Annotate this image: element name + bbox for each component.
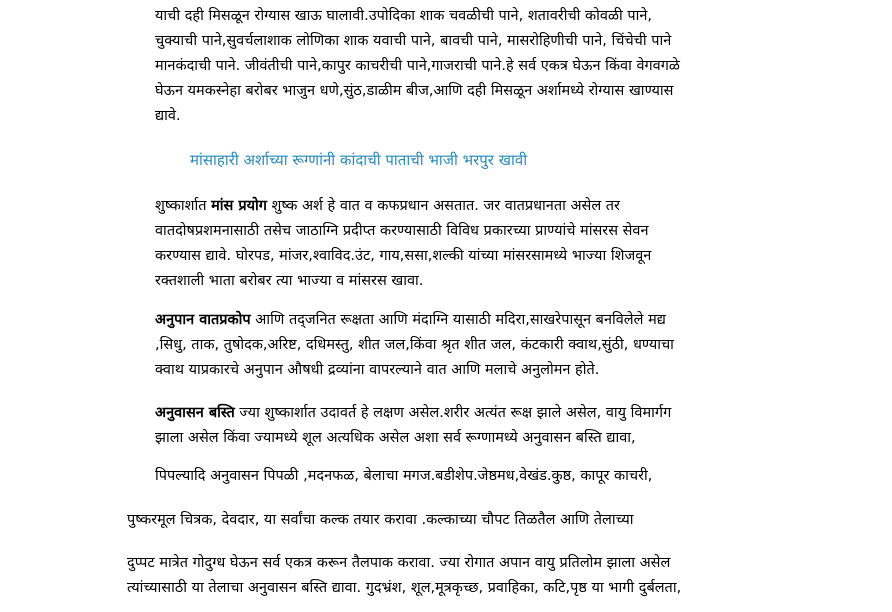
- paragraph-3-text: आणि तद्जनित रूक्षता आणि मंदाग्नि यासाठी मदिरा,साखरेपासून बनविलेले मद्य: [250, 312, 666, 328]
- paragraph-1-line-2: चुक्याची पाने,सुवर्चलाशाक लोणिका शाक यवाची पाने, बावची पाने, मासरोहिणीची पाने, चिंचेची पाने: [155, 33, 672, 49]
- paragraph-2-line-4: रक्तशाली भाता बरोबर त्या भाज्या व मांसरस खावा.: [155, 273, 424, 289]
- paragraph-4-line-2: झाला असेल किंवा ज्यामध्ये शूल अत्यधिक असेल अशा सर्व रूग्णामध्ये अनुवासन बस्ति द्यावा,: [155, 430, 636, 446]
- paragraph-7-line-1: दुप्पट मात्रेत गोदुग्ध घेऊन सर्व एकत्र करून तैलपाक करावा. ज्या रोगात अपान वायु प्रतिलोम झाला असेल: [127, 555, 671, 571]
- paragraph-2-line-1: [155, 196, 620, 216]
- paragraph-3-line-3: क्वाथ याप्रकारचे अनुपान औषधी द्रव्यांना वापरल्याने वात आणि मलाचे अनुलोमन होते.: [155, 362, 600, 378]
- paragraph-2-text: शुष्क अर्श हे वात व कफप्रधान असतात. जर वातप्रधानता असेल तर: [266, 198, 620, 214]
- paragraph-4-term: अनुवासन बस्ति: [155, 405, 235, 421]
- paragraph-3-line-1: [155, 310, 666, 330]
- paragraph-1-line-4: घेऊन यमकस्नेहा बरोबर भाजुन धणे,सुंठ,डाळीम बीज,आणि दही मिसळून अर्शामध्ये रोग्यास खाण्यास: [155, 83, 674, 99]
- paragraph-3-term: अनुपान वातप्रकोप: [155, 312, 251, 328]
- paragraph-3-line-2: ,सिधु, ताक, तुषोदक,अरिष्ट, दधिमस्तु, शीत जल,किंवा श्रृत शीत जल, कंटकारी क्वाथ,सुंठी, धण्याचा: [155, 337, 674, 353]
- paragraph-5-line-1: पिपल्यादि अनुवासन पिपळी ,मदनफळ, बेलाचा मगज.बडीशेप.जेष्ठमध,वेखंड.कुष्ठ, कापूर काचरी,: [155, 468, 653, 484]
- paragraph-4-line-1: [155, 403, 671, 423]
- paragraph-6-line-1: पुष्करमूल चित्रक, देवदार, या सर्वांचा कल्क तयार करावा .कल्काच्या चौपट तिळतैल आणि तेलाच्या: [127, 512, 634, 528]
- paragraph-2-lead: शुष्कार्शात: [155, 198, 212, 214]
- paragraph-4-text: ज्या शुष्कार्शात उदावर्त हे लक्षण असेल.शरीर अत्यंत रूक्ष झाले असेल, वायु विमार्गग: [234, 405, 672, 421]
- paragraph-2-line-3: करण्यास द्यावे. घोरपड, मांजर,श्वाविद.उंट, गाय,ससा,शल्की यांच्या मांसरसामध्ये भाज्या शिजवून: [155, 248, 652, 264]
- section-heading: मांसाहारी अर्शाच्या रूग्णांनी कांदाची पाताची भाजी भरपुर खावी: [190, 151, 528, 169]
- paragraph-1-line-1: याची दही मिसळून रोग्यास खाऊ घालावी.उपोदिका शाक चवळीची पाने, शतावरीची कोवळी पाने,: [155, 8, 653, 24]
- paragraph-7-line-2: त्यांच्यासाठी या तेलाचा अनुवासन बस्ति द्यावा. गुदभ्रंश, शूल,मूत्रकृच्छ, प्रवाहिका, कटि,पृष्ठ या भागी दुर्बलता,: [127, 580, 682, 596]
- paragraph-1-line-5: द्यावे.: [155, 108, 181, 124]
- paragraph-1-line-3: मानकंदाची पाने. जीवंतीची पाने,कापुर काचरीची पाने,गाजराची पाने.हे सर्व एकत्र घेऊन किंवा वेगवगळे: [155, 58, 680, 74]
- paragraph-2-term: मांस प्रयोग: [211, 198, 267, 214]
- paragraph-2-line-2: वातदोषप्रशमनासाठी तसेच जाठाग्नि प्रदीप्त करण्यासाठी विविध प्रकारच्या प्राण्यांचे मांसरस सेवन: [155, 223, 649, 239]
